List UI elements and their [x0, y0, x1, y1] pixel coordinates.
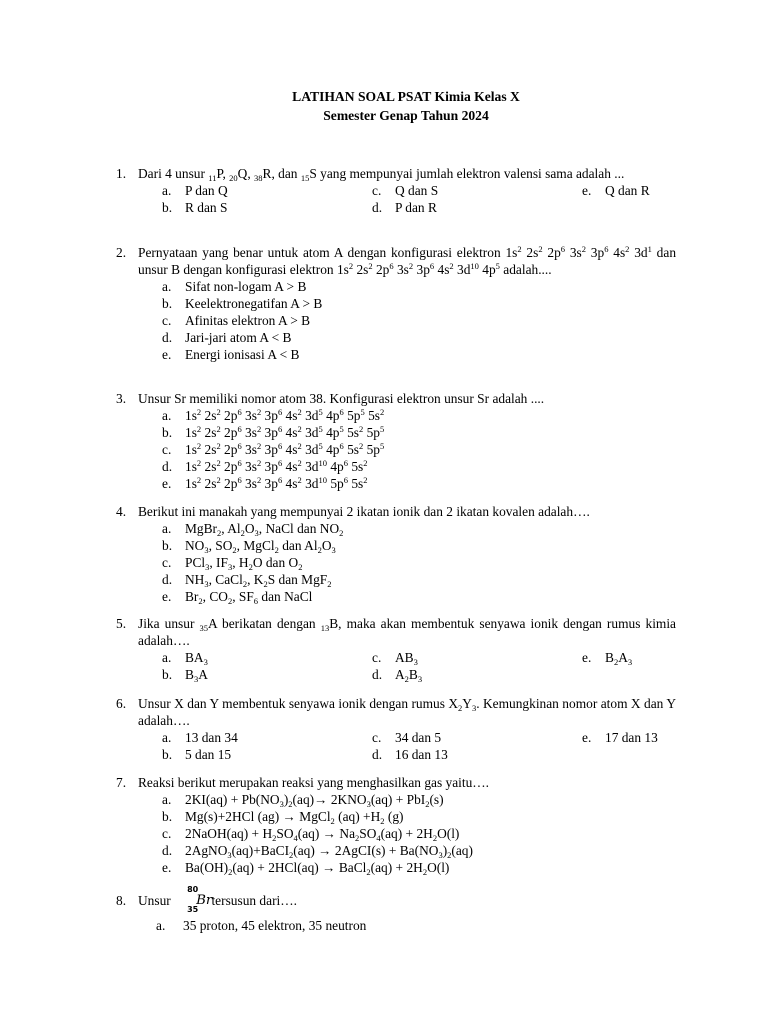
- question-text: Unsur X dan Y membentuk senyawa ionik dengan rumus $X_2Y_3$. Kemungkinan nomor atom X dan Y adalah….: [138, 696, 676, 728]
- question-8: [116, 885, 676, 934]
- option-c[interactable]: [162, 441, 676, 458]
- option-letter: e.: [162, 476, 172, 491]
- option-letter: c.: [372, 650, 382, 665]
- option-text: Afinitas elektron A > B: [185, 313, 311, 328]
- option-letter: e.: [582, 730, 592, 745]
- option-letter: a.: [162, 408, 172, 423]
- option-letter: a.: [162, 792, 172, 807]
- options-list: [162, 520, 676, 605]
- option-letter: e.: [162, 860, 172, 875]
- option-letter: b.: [162, 200, 173, 215]
- question-number: 1.: [116, 166, 127, 181]
- option-e[interactable]: [582, 649, 702, 666]
- option-text: $B_2A_3$: [605, 650, 633, 667]
- option-letter: b.: [162, 538, 173, 553]
- question-text: Dari 4 unsur $_{11}$P, $_{20}$Q, $_{38}$R, dan $_{15}$S yang mempunyai jumlah elektron valensi sama adalah ...: [138, 166, 625, 183]
- option-c[interactable]: [372, 182, 582, 199]
- option-text: P dan R: [395, 200, 437, 215]
- option-b[interactable]: [162, 424, 676, 441]
- option-letter: d.: [372, 747, 383, 762]
- question-5: [116, 615, 676, 683]
- option-d[interactable]: [372, 746, 582, 763]
- option-a[interactable]: [162, 407, 676, 424]
- question-number: 6.: [116, 696, 127, 711]
- option-letter: d.: [372, 200, 383, 215]
- option-a[interactable]: [156, 917, 676, 934]
- question-1: [116, 165, 676, 216]
- option-d[interactable]: [162, 571, 676, 588]
- option-d[interactable]: [372, 666, 582, 683]
- option-letter: c.: [162, 313, 172, 328]
- option-text: 2NaOH(aq) + $H_2SO_4(aq) \to Na_2SO_4(aq) + 2H_2O(l)$: [185, 826, 460, 843]
- option-letter: d.: [162, 572, 173, 587]
- option-d[interactable]: [162, 329, 676, 346]
- option-text: Q dan R: [605, 183, 650, 198]
- option-text: $2KI(aq) + Pb(NO_3)_2(aq)\to 2KNO_3(aq) + PbI_2(s)$: [185, 792, 444, 809]
- option-letter: a.: [162, 650, 172, 665]
- question-3: [116, 390, 676, 492]
- question-number: 8.: [116, 893, 127, 908]
- option-letter: e.: [582, 650, 592, 665]
- option-text: Q dan S: [395, 183, 439, 198]
- option-letter: a.: [162, 730, 172, 745]
- option-e[interactable]: [162, 346, 676, 363]
- isotope-notation: [174, 885, 213, 914]
- question-6: [116, 695, 676, 763]
- option-letter: c.: [372, 183, 382, 198]
- question-number: 2.: [116, 245, 127, 260]
- isotope-atomic-number: 35: [187, 905, 199, 914]
- question-2: [116, 244, 676, 363]
- option-text: $1s^2$ $2s^2$ $2p^6$ $3s^2$ $3p^6$ $4s^2$ $3d^5$ $4p^6$ $5p^5$ $5s^2$: [185, 407, 385, 423]
- option-text: $NO_3$, $SO_2$, MgCl$_2$ dan $Al_2O_3$: [185, 538, 336, 555]
- option-b[interactable]: [162, 295, 676, 312]
- document-subtitle: Semester Genap Tahun 2024: [323, 108, 489, 123]
- option-letter: a.: [156, 918, 166, 933]
- options-list: [156, 917, 676, 934]
- options-list: [162, 791, 676, 876]
- option-text: $1s^2$ $2s^2$ $2p^6$ $3s^2$ $3p^6$ $4s^2$ $3d^{10}$ $5p^6$ $5s^2$: [185, 475, 368, 491]
- isotope-mass-number: 80: [187, 885, 199, 894]
- option-letter: b.: [162, 747, 173, 762]
- option-letter: a.: [162, 279, 172, 294]
- option-c[interactable]: [372, 729, 582, 746]
- question-text: Reaksi berikut merupakan reaksi yang menghasilkan gas yaitu….: [138, 775, 490, 790]
- option-text: 17 dan 13: [605, 730, 658, 745]
- option-letter: e.: [582, 183, 592, 198]
- question-text-after: tersusun dari….: [211, 893, 297, 908]
- option-text: Keelektronegatifan A > B: [185, 296, 323, 311]
- option-b[interactable]: [162, 199, 372, 216]
- question-number: 7.: [116, 775, 127, 790]
- question-text: [138, 885, 676, 914]
- option-b[interactable]: [162, 537, 676, 554]
- option-c[interactable]: [162, 554, 676, 571]
- option-text: $1s^2$ $2s^2$ $2p^6$ $3s^2$ $3p^6$ $4s^2$ $3d^{10}$ $4p^6$ $5s^2$: [185, 458, 368, 474]
- option-text: P dan Q: [185, 183, 228, 198]
- option-c[interactable]: [372, 649, 582, 666]
- option-e[interactable]: [582, 729, 702, 746]
- option-text: Sifat non-logam A > B: [185, 279, 307, 294]
- options-list: [162, 407, 676, 492]
- question-4: [116, 503, 676, 605]
- question-text: Jika unsur $_{35}$A berikatan dengan $_{13}$B, maka akan membentuk senyawa ionik dengan rumus kimia adalah….: [138, 616, 676, 648]
- options-list: [162, 278, 676, 363]
- isotope-symbol: Br: [196, 893, 213, 908]
- option-letter: b.: [162, 809, 173, 824]
- option-letter: c.: [162, 826, 172, 841]
- option-text: $Ba(OH)_2(aq) + 2HCl(aq)$ → BaCl$_2$(aq) + $2H_2O(l)$: [185, 860, 450, 877]
- option-letter: b.: [162, 425, 173, 440]
- option-text: $1s^2$ $2s^2$ $2p^6$ $3s^2$ $3p^6$ $4s^2$ $3d^5$ $4p^6$ $5s^2$ $5p^5$: [185, 441, 385, 457]
- option-letter: d.: [162, 459, 173, 474]
- option-text: $BA_3$: [185, 650, 208, 667]
- option-letter: b.: [162, 296, 173, 311]
- question-text: Unsur Sr memiliki nomor atom 38. Konfigurasi elektron unsur Sr adalah ....: [138, 391, 545, 406]
- option-letter: c.: [162, 555, 172, 570]
- option-d[interactable]: [162, 842, 676, 859]
- option-text: 35 proton, 45 elektron, 35 neutron: [183, 918, 367, 933]
- options-grid: [162, 182, 676, 216]
- option-text: $1s^2$ $2s^2$ $2p^6$ $3s^2$ $3p^6$ $4s^2$ $3d^5$ $4p^5$ $5s^2$ $5p^5$: [185, 424, 385, 440]
- option-e[interactable]: [582, 182, 702, 199]
- option-letter: c.: [372, 730, 382, 745]
- question-text: Berikut ini manakah yang mempunyai 2 ikatan ionik dan 2 ikatan kovalen adalah….: [138, 504, 590, 519]
- option-text: Mg(s)+2HCl (ag) → MgCl$_2$ $(aq) +H_2$ (g): [185, 809, 404, 826]
- option-text: 13 dan 34: [185, 730, 238, 745]
- option-letter: a.: [162, 521, 172, 536]
- options-grid: [162, 649, 676, 683]
- option-d[interactable]: [372, 199, 582, 216]
- option-letter: d.: [162, 843, 173, 858]
- option-text: Jari-jari atom A < B: [185, 330, 292, 345]
- option-a[interactable]: [162, 729, 372, 746]
- option-b[interactable]: [162, 666, 372, 683]
- option-text: 34 dan 5: [395, 730, 442, 745]
- option-text: MgBr$_2$, $Al_2O_3$, NaCl dan $NO_2$: [185, 521, 344, 538]
- option-letter: d.: [372, 667, 383, 682]
- option-text: Energi ionisasi A < B: [185, 347, 300, 362]
- option-letter: e.: [162, 589, 172, 604]
- question-text-before: Unsur: [138, 893, 171, 908]
- option-letter: c.: [162, 442, 172, 457]
- option-a[interactable]: [162, 520, 676, 537]
- option-a[interactable]: [162, 182, 372, 199]
- question-7: [116, 774, 676, 876]
- option-text: 16 dan 13: [395, 747, 448, 762]
- option-a[interactable]: [162, 791, 676, 808]
- document-title: LATIHAN SOAL PSAT Kimia Kelas X: [292, 89, 520, 104]
- option-b[interactable]: [162, 808, 676, 825]
- option-e[interactable]: [162, 859, 676, 876]
- option-e[interactable]: [162, 475, 676, 492]
- option-text: R dan S: [185, 200, 228, 215]
- option-letter: a.: [162, 183, 172, 198]
- question-number: 5.: [116, 616, 127, 631]
- option-b[interactable]: [162, 746, 372, 763]
- option-c[interactable]: [162, 825, 676, 842]
- option-a[interactable]: [162, 278, 676, 295]
- option-letter: d.: [162, 330, 173, 345]
- option-text: $A_2B_3$: [395, 667, 423, 684]
- option-text: PCl$_3$, $IF_3$, $H_2O$ dan $O_2$: [185, 555, 303, 572]
- question-number: 3.: [116, 391, 127, 406]
- option-text: $NH_3$, CaCl$_2$, $K_2S$ dan MgF$_2$: [185, 572, 332, 589]
- option-e[interactable]: [162, 588, 676, 605]
- option-text: $Br_2$, $CO_2$, $SF_6$ dan NaCl: [185, 589, 313, 606]
- option-c[interactable]: [162, 312, 676, 329]
- option-letter: e.: [162, 347, 172, 362]
- option-text: $B_3A$: [185, 667, 208, 684]
- option-text: $AB_3$: [395, 650, 418, 667]
- option-text: 2AgNO$_3$(aq)+BaCI$_2$(aq) → 2AgCI(s) + $Ba(NO_3)_2(aq)$: [185, 843, 473, 860]
- question-number: 4.: [116, 504, 127, 519]
- option-a[interactable]: [162, 649, 372, 666]
- option-letter: b.: [162, 667, 173, 682]
- option-d[interactable]: [162, 458, 676, 475]
- question-text: Pernyataan yang benar untuk atom A dengan konfigurasi elektron $1s^2$ $2s^2$ $2p^6$ $3s^2$ $3p^6$ $4s^2$ $3d^1$ dan unsur B dengan konfigurasi elektron $1s^2$ $2s^2$ $2p^6$ $3s^2$ $3p^6$ $4s^2$ $3d^{10}$ $4p^5$ adalah....: [138, 244, 677, 277]
- options-grid: [162, 729, 676, 763]
- option-text: 5 dan 15: [185, 747, 232, 762]
